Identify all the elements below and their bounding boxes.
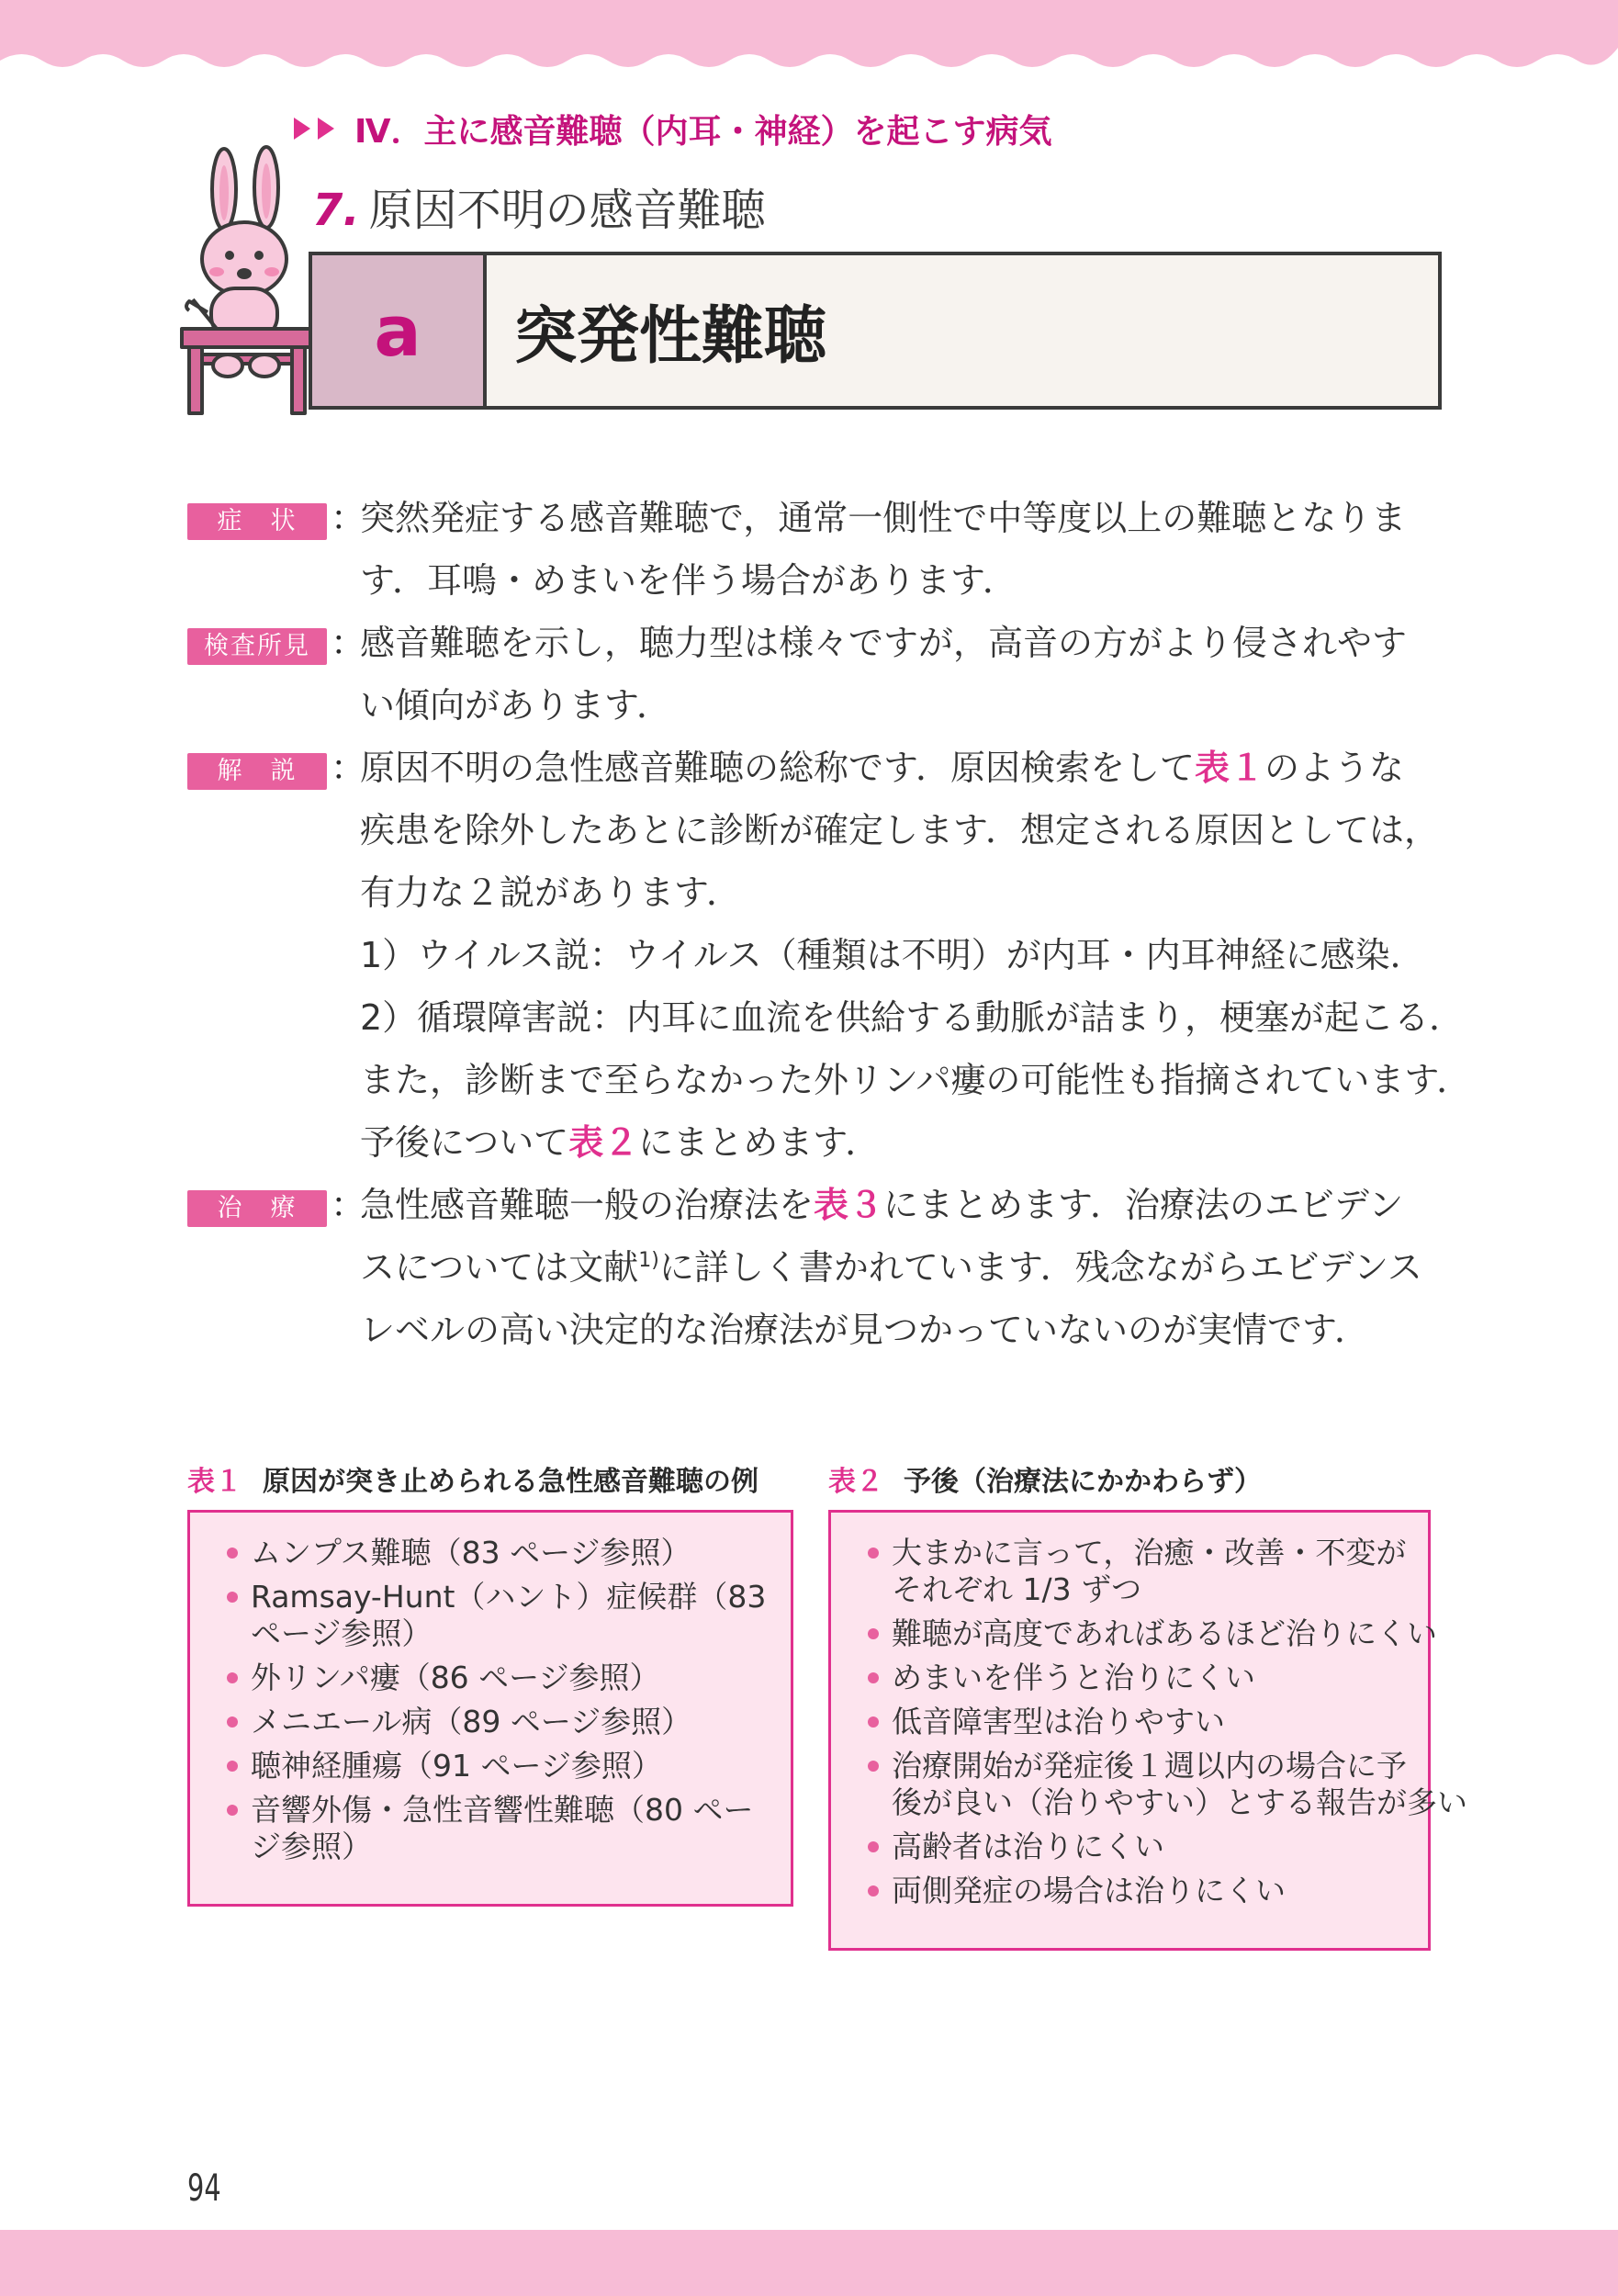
- table-1-title: 原因が突き止められる急性感音難聴の例: [263, 1466, 758, 1498]
- entry-tag: 解 説: [187, 753, 327, 790]
- list-item: [868, 1660, 1410, 1696]
- table-3-reference[interactable]: 表３: [814, 1185, 884, 1225]
- item-line: めまいを伴うと治りにくい: [892, 1660, 1255, 1695]
- section-title: [312, 174, 766, 239]
- topic-title: 突発性難聴: [514, 299, 827, 373]
- text: のような: [1264, 748, 1404, 788]
- chapter-heading: [294, 103, 1052, 154]
- chapter-title: Ⅳ．主に感音難聴（内耳・神経）を起こす病気: [354, 112, 1052, 151]
- list-item: [868, 1704, 1410, 1740]
- entry-line: [360, 737, 1471, 799]
- entry-treatment: [187, 1174, 1445, 1361]
- topic-letter: a: [374, 289, 421, 372]
- item-line: 後が良い（治りやすい）とする報告が多い: [892, 1784, 1467, 1820]
- item-line: 治療開始が発症後１週以内の場合に予: [892, 1748, 1407, 1784]
- list-item: [868, 1748, 1467, 1821]
- entry-tag: 検査所見: [187, 628, 327, 665]
- text: に詳しく書かれています．残念ながらエビデンス: [658, 1247, 1422, 1288]
- entry-line: レベルの高い決定的な治療法が見つかっていないのが実情です．: [360, 1310, 1369, 1350]
- item-line: 音響外傷・急性音響性難聴（80 ペー: [251, 1792, 754, 1828]
- entry-line: 疾患を除外したあとに診断が確定します．想定される原因としては，: [360, 810, 1439, 850]
- item-line: Ramsay-Hunt（ハント）症候群（83: [251, 1579, 767, 1615]
- item-line: 高齢者は治りにくい: [892, 1829, 1164, 1864]
- bottom-band: [0, 2230, 1618, 2296]
- list-item: [227, 1535, 772, 1571]
- entry-line: 2）循環障害説：内耳に血流を供給する動脈が詰まり，梗塞が起こる．: [360, 997, 1465, 1038]
- list-item: [227, 1704, 772, 1740]
- entry-line: 突然発症する感音難聴で，通常一側性で中等度以上の難聴となりま: [360, 498, 1407, 538]
- text: にまとめます．: [638, 1122, 881, 1163]
- item-line: 低音障害型は治りやすい: [892, 1704, 1225, 1739]
- table-1-label: 表１: [187, 1466, 242, 1498]
- item-line: ムンプス難聴（83 ページ参照）: [251, 1535, 691, 1570]
- colon: ：: [331, 498, 366, 538]
- page-number: 94: [187, 2167, 221, 2210]
- entry-line: 1）ウイルス説：ウイルス（種類は不明）が内耳・内耳神経に感染．: [360, 935, 1425, 975]
- text: 原因不明の急性感音難聴の総称です．原因検索をして: [360, 748, 1195, 788]
- entry-line: [360, 1111, 1471, 1174]
- entry-line: す．耳鳴・めまいを伴う場合があります．: [360, 560, 1017, 601]
- list-item: [868, 1873, 1410, 1909]
- item-line: メニエール病（89 ページ参照）: [251, 1704, 692, 1739]
- entry-symptoms: [187, 487, 1445, 612]
- entry-line: [360, 1236, 1445, 1299]
- table-1-caption: [187, 1458, 758, 1499]
- table-1-reference[interactable]: 表１: [1194, 748, 1264, 788]
- item-line: ページ参照）: [251, 1615, 433, 1651]
- list-item: [227, 1660, 772, 1696]
- table-2-reference[interactable]: 表２: [568, 1122, 639, 1163]
- colon: ：: [331, 623, 366, 663]
- list-item: [868, 1829, 1410, 1865]
- citation-superscript[interactable]: 1): [638, 1249, 659, 1272]
- text: にまとめます．治療法のエビデン: [883, 1185, 1404, 1225]
- entry-line: また，診断まで至らなかった外リンパ瘻の可能性も指摘されています．: [360, 1060, 1472, 1100]
- topic-title-box: [309, 252, 1442, 410]
- entry-explanation: [187, 737, 1472, 1174]
- text: 予後について: [360, 1122, 569, 1163]
- entry-line: い傾向があります．: [360, 685, 671, 726]
- list-item: [227, 1792, 772, 1865]
- item-line: ジ参照）: [251, 1829, 372, 1864]
- colon: ：: [331, 1185, 366, 1225]
- colon: ：: [331, 748, 366, 788]
- rabbit-mascot-icon: [180, 145, 318, 417]
- section-name: 原因不明の感音難聴: [368, 185, 766, 236]
- list-item: [868, 1615, 1437, 1652]
- list-item: [227, 1579, 772, 1652]
- table-2-caption: [828, 1458, 1262, 1499]
- double-arrow-icon: [294, 118, 342, 140]
- text: 急性感音難聴一般の治療法を: [360, 1185, 815, 1225]
- section-number: 7.: [312, 185, 360, 236]
- entry-findings: [187, 612, 1445, 737]
- top-wave-band: [0, 0, 1618, 83]
- item-line: 難聴が高度であればあるほど治りにくい: [892, 1615, 1437, 1651]
- text: スについては文献: [360, 1247, 639, 1288]
- item-line: 聴神経腫瘍（91 ページ参照）: [251, 1748, 662, 1784]
- entry-tag: 症 状: [187, 503, 327, 540]
- table-2-label: 表２: [828, 1466, 883, 1498]
- item-line: 外リンパ瘻（86 ページ参照）: [251, 1660, 660, 1695]
- table-2-title: 予後（治療法にかかわらず）: [904, 1466, 1262, 1498]
- description-entries: [187, 487, 1472, 1361]
- item-line: それぞれ 1/3 ずつ: [892, 1571, 1142, 1607]
- item-line: 両側発症の場合は治りにくい: [892, 1873, 1286, 1908]
- list-item: [227, 1748, 772, 1784]
- topic-letter-cell: [312, 255, 487, 406]
- table-2-box: [828, 1510, 1467, 1951]
- table-1-box: [187, 1510, 793, 1907]
- entry-line: 有力な２説があります．: [360, 872, 741, 913]
- item-line: 大まかに言って，治癒・改善・不変が: [892, 1535, 1407, 1570]
- entry-tag: 治 療: [187, 1190, 327, 1227]
- entry-line: [360, 1174, 1445, 1236]
- entry-line: 感音難聴を示し，聴力型は様々ですが，高音の方がより侵されやす: [360, 623, 1408, 663]
- list-item: [868, 1535, 1410, 1608]
